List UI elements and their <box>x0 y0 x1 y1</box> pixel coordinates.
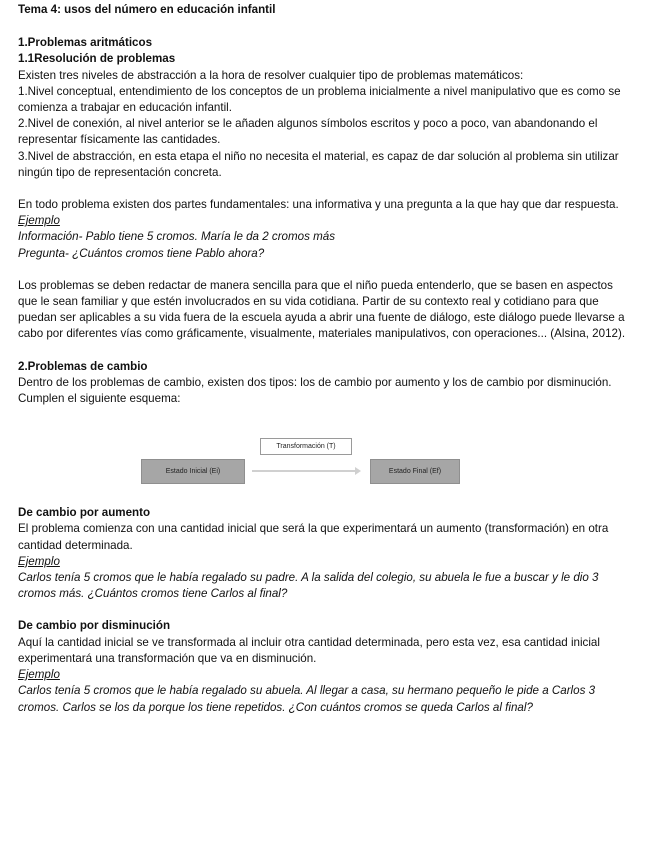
level-2-text: 2.Nivel de conexión, al nivel anterior se le añaden algunos símbolos escritos y poco a poco, van abandonando el representar físicamente las cantidades. <box>18 117 598 147</box>
section-1-heading: 1.Problemas aritmáticos <box>18 36 153 50</box>
decrease-example: Carlos tenía 5 cromos que le había regalado su abuela. Al llegar a casa, su hermano pequeño le pide a Carlos 3 cromos. Carlos se los da porque los tiene repetidos. ¿Con cuántos cromos se queda Carlos al final? <box>18 684 596 714</box>
writing-problems-paragraph: Los problemas se deben redactar de manera sencilla para que el niño pueda entenderlo, que se basen en aspectos que le sean familiar y que estén involucrados en su vida cotidiana. Partir de su contexto real y cotidiano para que puedan ser aplicables a su vida fuera de la escuela ayuda a abrir una fuente de diálogo, este diálogo puede llevarse a cabo por diferentes vías como gráficamente, visualmente, materiales manipulativos, con operaciones... (Alsina, 2012). <box>18 278 626 341</box>
final-state-box: Estado Final (Ef) <box>370 459 460 484</box>
change-scheme-diagram <box>18 409 630 505</box>
decrease-example-label: Ejemplo <box>18 668 60 682</box>
example-question: Pregunta- ¿Cuántos cromos tiene Pablo ahora? <box>18 246 265 260</box>
example-label: Ejemplo <box>18 214 60 228</box>
increase-heading: De cambio por aumento <box>18 506 151 520</box>
transformation-box: Transformación (T) <box>260 438 352 455</box>
decrease-text: Aquí la cantidad inicial se ve transformada al incluir otra cantidad determinada, pero esta vez, esa cantidad inicial experimentará una transformación que va en disminución. <box>18 635 600 665</box>
change-types-intro: Dentro de los problemas de cambio, existen dos tipos: los de cambio por aumento y los de cambio por disminución. <box>18 375 612 389</box>
problem-parts-text: En todo problema existen dos partes fundamentales: una informativa y una pregunta a la que hay que dar respuesta. <box>18 198 619 212</box>
initial-state-box: Estado Inicial (Ei) <box>141 459 245 484</box>
transformation-arrow <box>252 470 356 472</box>
decrease-heading: De cambio por disminución <box>18 619 171 633</box>
scheme-intro: Cumplen el siguiente esquema: <box>18 392 181 406</box>
increase-text: El problema comienza con una cantidad inicial que será la que experimentará un aumento (transformación) en otra cantidad determinada. <box>18 522 609 552</box>
example-information: Información- Pablo tiene 5 cromos. María le da 2 cromos más <box>18 230 336 244</box>
level-3-text: 3.Nivel de abstracción, en esta etapa el niño no necesita el material, es capaz de dar solución al problema sin utilizar ningún tipo de representación concreta. <box>18 149 619 179</box>
increase-example-label: Ejemplo <box>18 554 60 568</box>
increase-example: Carlos tenía 5 cromos que le había regalado su padre. A la salida del colegio, su abuela le fue a buscar y le dio 3 cromos más. ¿Cuántos cromos tiene Carlos al final? <box>18 571 599 601</box>
section-2-heading: 2.Problemas de cambio <box>18 359 148 373</box>
levels-intro: Existen tres niveles de abstracción a la hora de resolver cualquier tipo de problemas matemáticos: <box>18 68 524 82</box>
level-1-text: 1.Nivel conceptual, entendimiento de los conceptos de un problema inicialmente a nivel manipulativo que es como se comienza a trabajar en educación infantil. <box>18 84 621 115</box>
section-1-1-heading: 1.1Resolución de problemas <box>18 52 176 66</box>
document-title: Tema 4: usos del número en educación infantil <box>18 3 276 16</box>
